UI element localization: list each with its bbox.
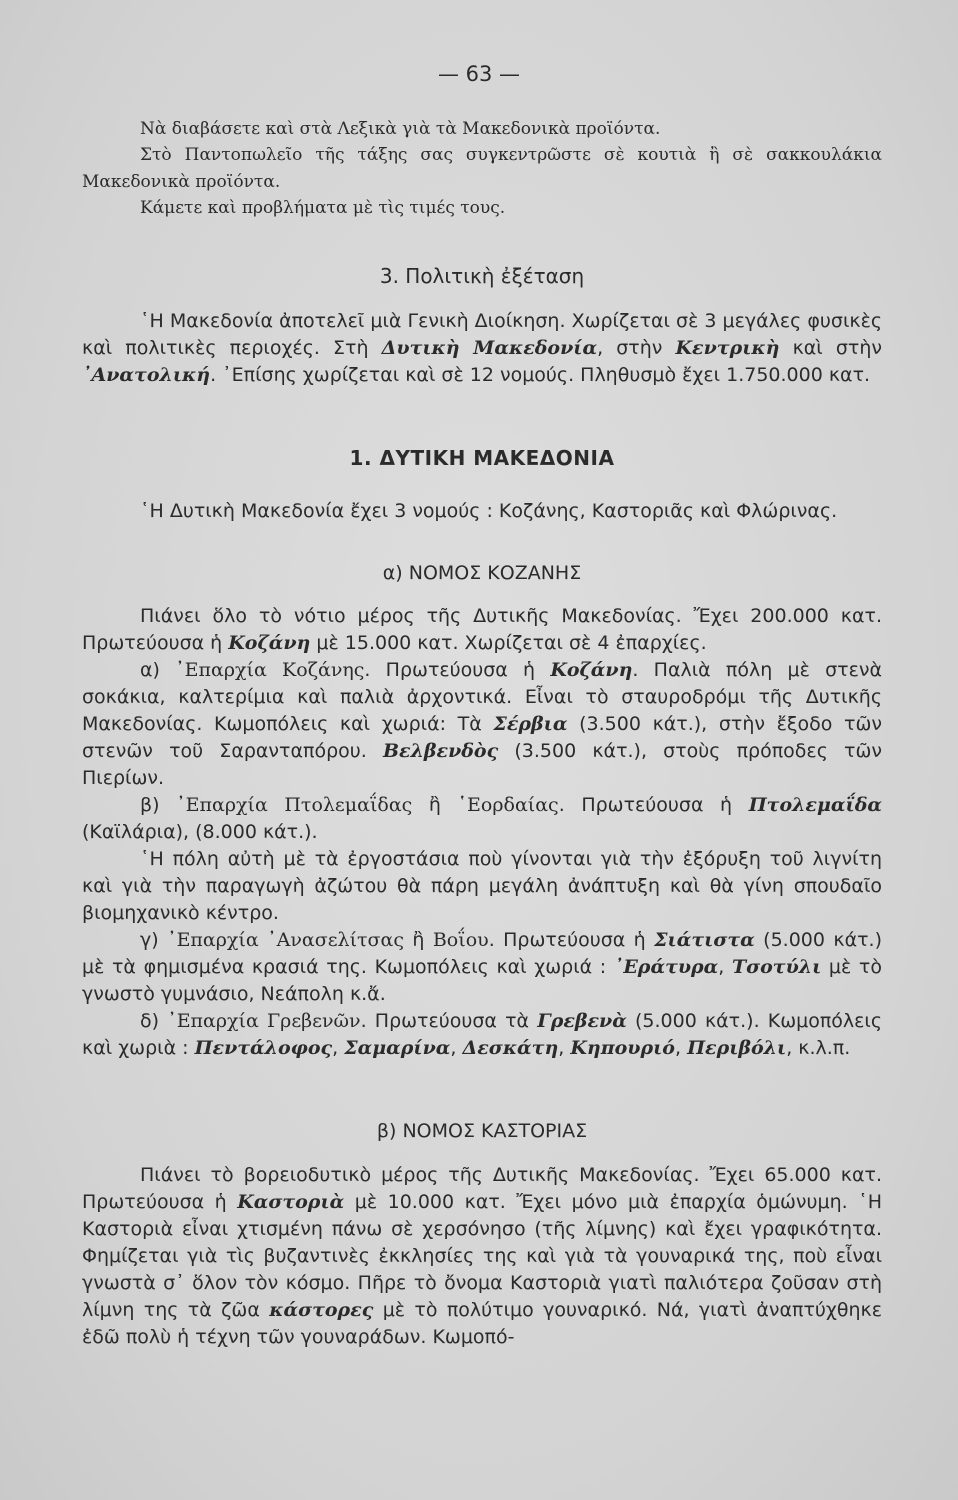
text-emphasis: Σέρβια <box>493 712 568 735</box>
west-intro: ῾Η Δυτικὴ Μακεδονία ἔχει 3 νομούς : Κοζάνης, Καστοριᾶς καὶ Φλώρινας. <box>140 500 838 522</box>
page-number: — 63 — <box>437 62 521 86</box>
text: ἢ <box>412 793 458 816</box>
kozani-paragraph-6 <box>82 1008 882 1062</box>
text: γ) <box>140 928 168 951</box>
text: , <box>558 1036 571 1059</box>
text-emphasis: Πτολεμαΐδα <box>748 793 882 816</box>
text-emphasis: κάστορες <box>269 1298 374 1321</box>
text: μὲ τὸ γνωστὸ γυμνάσιο, Νεάπολη κ.ἄ. <box>82 955 882 1005</box>
text: (3.500 κάτ.), στὴν ἔξοδο τῶν στενῶν τοῦ Σαρανταπόρου. <box>82 712 882 762</box>
text-emphasis: Σαμαρίνα <box>344 1036 451 1059</box>
text-emphasis: ᾿Εράτυρα <box>613 955 719 978</box>
kozani-block <box>82 603 882 1061</box>
political-paragraph <box>82 308 882 389</box>
intro-line-2: Στὸ Παντοπωλεῖο τῆς τάξης σας συγκεντρῶστε σὲ κουτιὰ ἢ σὲ σακκουλάκια Μακεδονικὰ προϊόντα. <box>82 145 882 192</box>
intro-line-3: Κάμετε καὶ προβλήματα μὲ τὶς τιμές τους. <box>140 198 506 219</box>
text-emphasis: Κηπουριό <box>570 1036 675 1059</box>
text: . Πρωτεύουσα ἡ <box>488 928 655 951</box>
kozani-heading: α) ΝΟΜΟΣ ΚΟΖΑΝΗΣ <box>382 562 582 584</box>
text-emphasis: Βελβενδὸς <box>382 739 499 762</box>
text-emphasis: Κοζάνη <box>550 658 633 681</box>
text-emphasis: Πεντάλοφος <box>194 1036 333 1059</box>
kozani-paragraph-5 <box>82 927 882 1008</box>
text-emphasis: Καστοριὰ <box>237 1190 345 1213</box>
text: μὲ τὸ πολύτιμο γουναρικό. Νά, γιατὶ ἀναπτύχθηκε ἐδῶ πολὺ ἡ τέχνη τῶν γουναράδων. Κωμοπό- <box>82 1298 882 1348</box>
text: . Πρωτεύουσα τὰ <box>360 1009 538 1032</box>
text: . Πρωτεύουσα ἡ <box>558 793 749 816</box>
text-emphasis: Περιβόλι <box>687 1036 787 1059</box>
text: , <box>450 1036 463 1059</box>
text: (5.000 κάτ.). Κωμοπόλεις καὶ χωριὰ : <box>82 1009 882 1059</box>
text-emphasis: Κοζάνη <box>228 631 311 654</box>
text-emphasis: Τσοτύλι <box>731 955 822 978</box>
text-spaced: ᾿Επαρχία Κοζάνης <box>175 658 365 681</box>
text-spaced: Βοΐου <box>432 928 489 951</box>
kastoria-paragraph <box>82 1162 882 1351</box>
text: (Καϊλάρια), (8.000 κάτ.). <box>82 820 318 843</box>
text-emphasis: Σιάτιστα <box>654 928 755 951</box>
text: ἢ <box>403 928 433 951</box>
kastoria-heading: β) ΝΟΜΟΣ ΚΑΣΤΟΡΙΑΣ <box>376 1120 588 1142</box>
text: , κ.λ.π. <box>786 1036 851 1059</box>
text-emphasis: Κεντρικὴ <box>675 336 780 359</box>
text: , <box>674 1036 688 1059</box>
text: μὲ 15.000 κατ. Χωρίζεται σὲ 4 ἐπαρχίες. <box>310 631 707 654</box>
text: (5.000 κάτ.) μὲ τὰ φημισμένα κρασιά της. Κωμοπόλεις καὶ χωριά : <box>82 928 882 978</box>
text: α) <box>140 658 176 681</box>
kozani-paragraph-4: ῾Η πόλη αὐτὴ μὲ τὰ ἐργοστάσια ποὺ γίνονται γιὰ τὴν ἐξόρυξη τοῦ λιγνίτη καὶ γιὰ τὴν παραγωγὴ ἀζώτου θὰ πάρη μεγάλη ἀνάπτυξη καὶ θὰ γίνη σπουδαῖο βιομηχανικὸ κέντρο. <box>82 847 882 924</box>
text: β) <box>140 793 177 816</box>
west-macedonia-heading: 1. ΔΥΤΙΚΗ ΜΑΚΕΔΟΝΙΑ <box>349 446 615 470</box>
text-spaced: ᾿Επαρχία Γρεβενῶν <box>167 1009 361 1032</box>
text: ῾Η Μακεδονία ἀποτελεῖ μιὰ Γενικὴ Διοίκηση. Χωρίζεται σὲ 3 μεγάλες φυσικὲς καὶ πολιτικὲς περιοχές. Στὴ <box>82 310 882 359</box>
text: . Παλιὰ πόλη μὲ στενὰ σοκάκια, καλτερίμια καὶ παλιὰ ἀρχοντικά. Εἶναι τὸ σταυροδρόμι τῆς Δυτικῆς Μακεδονίας. Κωμοπόλεις καὶ χωριά: Τὰ <box>82 658 882 735</box>
intro-block <box>82 116 882 221</box>
text: . Πρωτεύουσα ἡ <box>364 658 551 681</box>
text: , <box>718 955 732 978</box>
text: δ) <box>140 1009 168 1032</box>
text: , <box>332 1036 345 1059</box>
intro-line-1: Νὰ διαβάσετε καὶ στὰ Λεξικὰ γιὰ τὰ Μακεδονικὰ προϊόντα. <box>140 119 661 139</box>
text-emphasis: Δυτικὴ Μακεδονία <box>381 336 598 359</box>
text: (3.500 κάτ.), στοὺς πρόποδες τῶν Πιερίων. <box>82 739 882 789</box>
kozani-paragraph-1 <box>82 603 882 657</box>
kozani-paragraph-2 <box>82 657 882 792</box>
text: καὶ στὴν <box>779 336 882 359</box>
text: μὲ 10.000 κατ. Ἔχει μόνο μιὰ ἐπαρχία ὁμώνυμη. ῾Η Καστοριὰ εἶναι χτισμένη πάνω σὲ χερσόνησο (τῆς λίμνης) καὶ ἔχει γραφικότητα. Φημίζεται γιὰ τὶς βυζαντινὲς ἐκκλησίες της καὶ γιὰ τὰ γουναρικά της, ποὺ εἶναι γνωστὰ σ᾿ ὅλον τὸν κόσμο. Πῆρε τὸ ὄνομα Καστοριὰ γιατὶ παλιότερα ζοῦσαν στὴ λίμνη της τὰ ζῶα <box>82 1190 882 1321</box>
kozani-paragraph-3 <box>82 792 882 846</box>
text: Πιάνει ὅλο τὸ νότιο μέρος τῆς Δυτικῆς Μακεδονίας. Ἔχει 200.000 κατ. Πρωτεύουσα ἡ <box>82 605 882 654</box>
text: . ᾿Επίσης χωρίζεται καὶ σὲ 12 νομούς. Πληθυσμὸ ἔχει 1.750.000 κατ. <box>210 363 871 386</box>
text-emphasis: Δεσκάτη <box>462 1036 559 1059</box>
section-3-heading: 3. Πολιτικὴ ἐξέταση <box>379 264 585 288</box>
section-3-paragraph <box>82 308 882 389</box>
text: , στὴν <box>597 336 676 359</box>
text-emphasis: Γρεβενὰ <box>537 1009 627 1032</box>
text-spaced: ᾿Επαρχία Πτολεμαΐδας <box>176 793 413 816</box>
text-spaced: ᾿Επαρχία ᾿Ανασελίτσας <box>167 928 404 951</box>
text: Πιάνει τὸ βορειοδυτικὸ μέρος τῆς Δυτικῆς Μακεδονίας. Ἔχει 65.000 κατ. Πρωτεύουσα ἡ <box>82 1164 882 1213</box>
text-spaced: ῾Εορδαίας <box>457 793 559 816</box>
west-intro-block <box>82 498 882 525</box>
kastoria-block <box>82 1162 882 1351</box>
text-emphasis: ᾿Ανατολική <box>82 363 211 386</box>
